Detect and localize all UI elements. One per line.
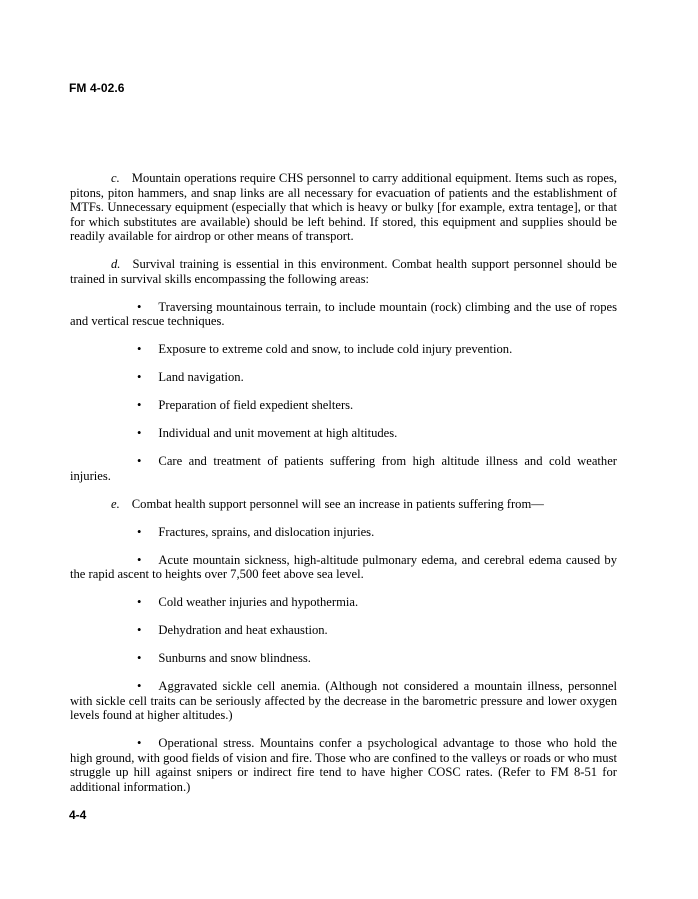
list-item	[70, 623, 617, 638]
bullet-icon: •	[137, 426, 142, 440]
paragraph-letter: e.	[111, 496, 120, 511]
list-item-text: Preparation of field expedient shelters.	[158, 398, 354, 412]
list-item	[70, 342, 617, 357]
page-body	[70, 171, 617, 808]
list-item	[70, 736, 617, 794]
list-item-text: Operational stress. Mountains confer a psychological advantage to those who hold the high ground, with good fields of vision and fire. Those who are confined to the valleys or roads or who must struggle up hill against snipers or indirect fire tend to have higher COSC rates. (Refer to FM 8-51 for additional information.)	[70, 736, 617, 794]
list-item-text: Care and treatment of patients suffering from high altitude illness and cold weather injuries.	[70, 454, 617, 483]
list-item-text: Cold weather injuries and hypothermia.	[158, 595, 359, 609]
paragraph-text: Mountain operations require CHS personnel to carry additional equipment. Items such as ropes, pitons, piton hammers, and snap links are all necessary for evacuation of patients and the establishment of MTFs. Unnecessary equipment (especially that which is heavy or bulky [for example, extra tentage], or that for which substitutes are available) should be left behind. If stored, this equipment and supplies should be readily available for airdrop or other means of transport.	[70, 171, 617, 243]
list-item	[70, 595, 617, 610]
list-item-text: Exposure to extreme cold and snow, to include cold injury prevention.	[158, 342, 513, 356]
bullet-icon: •	[137, 651, 142, 665]
list-item-text: Fractures, sprains, and dislocation injuries.	[158, 524, 375, 539]
bullet-icon: •	[137, 524, 142, 539]
bullet-icon: •	[137, 679, 142, 693]
paragraph-c	[70, 171, 617, 244]
paragraph-letter: c.	[111, 171, 120, 185]
page-number: 4-4	[69, 808, 87, 822]
list-item	[70, 370, 617, 385]
bullet-icon: •	[137, 552, 142, 567]
list-item-text: Traversing mountainous terrain, to include mountain (rock) climbing and the use of ropes and vertical rescue techniques.	[70, 299, 617, 328]
bullet-icon: •	[137, 342, 142, 356]
list-item-text: Sunburns and snow blindness.	[158, 651, 311, 665]
list-item	[70, 426, 617, 441]
list-item-text: Dehydration and heat exhaustion.	[158, 623, 328, 637]
paragraph-e	[70, 497, 617, 512]
list-item-text: Land navigation.	[158, 370, 244, 384]
list-item	[70, 454, 617, 483]
bullet-icon: •	[137, 454, 142, 468]
bullet-icon: •	[137, 299, 142, 314]
list-item	[70, 651, 617, 666]
bullet-icon: •	[137, 595, 142, 609]
paragraph-text: Combat health support personnel will see an increase in patients suffering from—	[131, 496, 544, 511]
bullet-icon: •	[137, 398, 142, 412]
list-item	[70, 300, 617, 329]
list-item	[70, 398, 617, 413]
bullet-icon: •	[137, 623, 142, 637]
list-item	[70, 679, 617, 723]
bullet-icon: •	[137, 736, 142, 750]
list-item-text: Aggravated sickle cell anemia. (Although not considered a mountain illness, personnel with sickle cell traits can be seriously affected by the decrease in the barometric pressure and lower oxygen levels found at higher altitudes.)	[70, 679, 617, 722]
document-header: FM 4-02.6	[69, 81, 125, 95]
paragraph-text: Survival training is essential in this environment. Combat health support personnel should be trained in survival skills encompassing the following areas:	[70, 257, 617, 286]
paragraph-letter: d.	[111, 257, 121, 271]
list-item-text: Acute mountain sickness, high-altitude pulmonary edema, and cerebral edema caused by the rapid ascent to heights over 7,500 feet above sea level.	[70, 552, 617, 581]
bullet-icon: •	[137, 370, 142, 384]
list-item-text: Individual and unit movement at high altitudes.	[158, 426, 398, 440]
list-item	[70, 553, 617, 582]
paragraph-d	[70, 257, 617, 286]
list-item	[70, 525, 617, 540]
